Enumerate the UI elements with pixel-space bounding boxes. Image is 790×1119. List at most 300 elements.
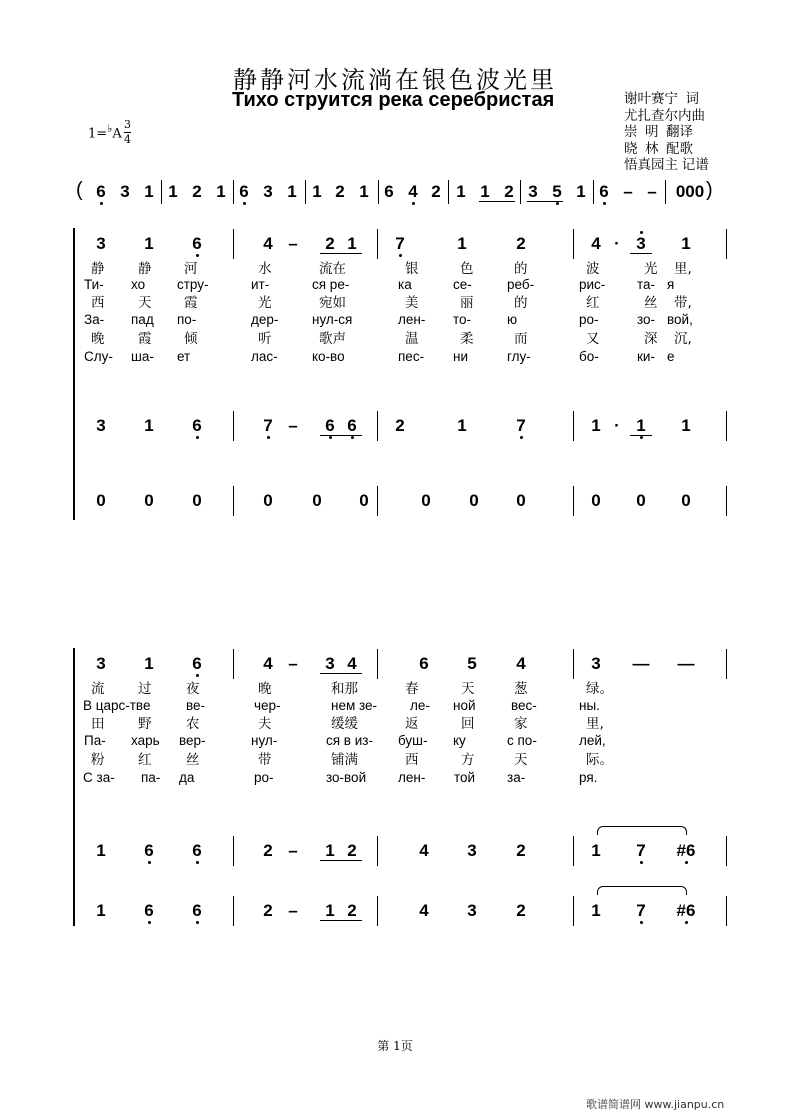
system-bracket xyxy=(73,648,75,926)
octave-dot-below xyxy=(685,861,688,864)
note: 0 xyxy=(144,491,154,510)
lyric-word: ро- xyxy=(254,770,274,785)
lyric-word: вер- xyxy=(179,733,206,748)
barline xyxy=(233,896,234,926)
lyric-word: 农 xyxy=(186,716,200,732)
credit-lyricist: 谢叶赛宁 词 xyxy=(624,91,700,106)
barline xyxy=(377,411,378,441)
barline xyxy=(161,180,162,204)
note: 1 xyxy=(681,416,691,435)
note: · xyxy=(614,234,620,253)
note: 1 xyxy=(359,182,369,201)
lyric-word: 过 xyxy=(138,681,152,697)
barline xyxy=(378,180,379,204)
note: 0 xyxy=(469,491,479,510)
lyric-word: 葱 xyxy=(514,681,528,697)
octave-dot-below xyxy=(685,921,688,924)
lyric-word: 和那 xyxy=(331,681,358,697)
tie xyxy=(597,886,687,895)
octave-dot-below xyxy=(640,861,643,864)
lyric-word: хо xyxy=(131,277,146,292)
lyric-word: той xyxy=(454,770,476,785)
lyric-word: 的 xyxy=(514,295,528,311)
octave-dot-below xyxy=(196,436,199,439)
barline xyxy=(573,486,574,516)
note: 2 xyxy=(192,182,202,201)
note: 0 xyxy=(96,491,106,510)
lyric-word: то- xyxy=(453,312,472,327)
lyric-word: 光 xyxy=(644,261,658,277)
lyric-word: С за- xyxy=(83,770,115,785)
octave-dot-below xyxy=(640,436,643,439)
note: 6 xyxy=(192,416,202,435)
lyric-word: пад xyxy=(131,312,154,327)
octave-dot-below xyxy=(243,202,246,205)
note: 2 xyxy=(263,901,273,920)
note: 1 xyxy=(144,654,154,673)
lyric-word: ся ре- xyxy=(312,277,350,292)
note: – xyxy=(288,841,298,860)
lyric-word: я xyxy=(667,277,675,292)
barline xyxy=(726,836,727,866)
lyric-word: Ти- xyxy=(84,277,104,292)
octave-dot-below xyxy=(640,921,643,924)
lyric-word: 缓缓 xyxy=(331,716,358,732)
lyric-word: 歌声 xyxy=(319,331,346,347)
note: 4 xyxy=(408,182,418,201)
note: 4 xyxy=(516,654,526,673)
barline xyxy=(520,180,521,204)
lyric-word: 的 xyxy=(514,261,528,277)
lyric-word: 春 xyxy=(405,681,419,697)
lyric-word: 天 xyxy=(461,681,475,697)
octave-dot-below xyxy=(412,202,415,205)
lyric-word: 静 xyxy=(91,261,105,277)
title-chinese: 静静河水流淌在银色波光里 xyxy=(233,66,557,94)
lyric-word: 回 xyxy=(461,716,475,732)
note: 1 xyxy=(325,841,335,860)
lyric-word: 丝 xyxy=(644,295,658,311)
underline-beam xyxy=(320,435,362,436)
lyric-word: 色 xyxy=(460,261,474,277)
lyric-word: лей, xyxy=(579,733,606,748)
note: 2 xyxy=(516,234,526,253)
note: 2 xyxy=(395,416,405,435)
lyric-word: 深 xyxy=(644,331,658,347)
barline xyxy=(377,486,378,516)
note: 2 xyxy=(325,234,335,253)
note: 6 xyxy=(384,182,394,201)
note: 0 xyxy=(192,491,202,510)
barline xyxy=(573,649,574,679)
lyric-word: 里, xyxy=(586,716,604,732)
lyric-word: 夫 xyxy=(258,716,272,732)
note: 3 xyxy=(96,234,106,253)
octave-dot-below xyxy=(351,436,354,439)
lyric-word: да xyxy=(179,770,195,785)
note: 2 xyxy=(431,182,441,201)
underline-beam xyxy=(320,673,362,674)
lyric-word: ка xyxy=(398,277,412,292)
note: 1 xyxy=(312,182,322,201)
barline xyxy=(593,180,594,204)
lyric-word: 丝 xyxy=(186,752,200,768)
note: 0 xyxy=(681,491,691,510)
note: 1 xyxy=(347,234,357,253)
note: 7 xyxy=(395,234,405,253)
note: – xyxy=(288,234,298,253)
lyric-word: лас- xyxy=(251,349,278,364)
note: 3 xyxy=(120,182,130,201)
close-paren: ) xyxy=(706,179,713,201)
lyric-word: реб- xyxy=(507,277,535,292)
note: · xyxy=(614,416,620,435)
note: — xyxy=(632,654,650,673)
lyric-word: 家 xyxy=(514,716,528,732)
note: 2 xyxy=(516,901,526,920)
lyric-word: па- xyxy=(141,770,161,785)
note: 7 xyxy=(263,416,273,435)
lyric-word: вес- xyxy=(511,698,537,713)
lyric-word: 野 xyxy=(138,716,152,732)
lyric-word: 光 xyxy=(258,295,272,311)
lyric-word: 红 xyxy=(586,295,600,311)
note: #6 xyxy=(676,901,696,920)
note: 3 xyxy=(636,234,646,253)
note: 4 xyxy=(591,234,601,253)
note: – xyxy=(288,654,298,673)
lyric-word: ной xyxy=(453,698,476,713)
lyric-word: нул-ся xyxy=(312,312,353,327)
barline xyxy=(726,229,727,259)
credits xyxy=(624,91,709,174)
note: 5 xyxy=(552,182,562,201)
note: 4 xyxy=(419,901,429,920)
lyric-word: с по- xyxy=(507,733,537,748)
octave-dot-below xyxy=(520,436,523,439)
lyric-word: 霞 xyxy=(184,295,198,311)
barline xyxy=(726,896,727,926)
lyric-word: 流在 xyxy=(319,261,346,277)
barline xyxy=(233,229,234,259)
note: #6 xyxy=(676,841,696,860)
lyric-word: 流 xyxy=(91,681,105,697)
barline xyxy=(377,896,378,926)
note: 2 xyxy=(347,841,357,860)
lyric-word: Слу- xyxy=(84,349,113,364)
lyric-word: ко-во xyxy=(312,349,345,364)
lyric-word: 绿。 xyxy=(586,681,613,697)
barline xyxy=(726,486,727,516)
lyric-word: 夜 xyxy=(186,681,200,697)
lyric-word: 霞 xyxy=(138,331,152,347)
lyric-word: 水 xyxy=(258,261,272,277)
open-paren: ( xyxy=(76,179,83,201)
underline-beam xyxy=(320,920,362,921)
note: 6 xyxy=(347,416,357,435)
note: 1 xyxy=(480,182,490,201)
note: 0 xyxy=(516,491,526,510)
lyric-word: ет xyxy=(177,349,191,364)
octave-dot-below xyxy=(267,436,270,439)
lyric-word: се- xyxy=(453,277,472,292)
note: 6 xyxy=(192,841,202,860)
note: 3 xyxy=(467,901,477,920)
lyric-word: за- xyxy=(507,770,526,785)
lyric-word: 晚 xyxy=(258,681,272,697)
lyric-word: 返 xyxy=(405,716,419,732)
lyric-word: ша- xyxy=(131,349,154,364)
note: 1 xyxy=(457,234,467,253)
note: 1 xyxy=(216,182,226,201)
lyric-word: глу- xyxy=(507,349,531,364)
note: 1 xyxy=(591,841,601,860)
lyric-word: 带, xyxy=(674,295,692,311)
lyric-word: 柔 xyxy=(460,331,474,347)
key-signature: 1=♭A $\frac{3}{4}$ xyxy=(88,118,131,146)
lyric-word: ве- xyxy=(186,698,206,713)
lyric-word: 温 xyxy=(405,331,419,347)
lyric-word: В царс-тве xyxy=(83,698,151,713)
octave-dot-below xyxy=(148,921,151,924)
note: 1 xyxy=(96,901,106,920)
barline xyxy=(573,896,574,926)
lyric-word: 波 xyxy=(586,261,600,277)
barline xyxy=(726,649,727,679)
barline xyxy=(573,836,574,866)
lyric-word: ю xyxy=(507,312,518,327)
credit-transcriber: 悟真园主 记谱 xyxy=(624,157,709,172)
lyric-word: 红 xyxy=(138,752,152,768)
note: 0 xyxy=(312,491,322,510)
underline-beam xyxy=(527,201,563,202)
octave-dot-below xyxy=(100,202,103,205)
lyric-word: чер- xyxy=(254,698,281,713)
note: 7 xyxy=(636,901,646,920)
note: 4 xyxy=(347,654,357,673)
tie xyxy=(597,826,687,835)
lyric-word: 天 xyxy=(138,295,152,311)
barline xyxy=(573,229,574,259)
lyric-word: лен- xyxy=(398,312,426,327)
octave-dot-below xyxy=(196,254,199,257)
octave-dot-above xyxy=(640,231,643,234)
barline xyxy=(233,836,234,866)
barline xyxy=(573,411,574,441)
barline xyxy=(726,411,727,441)
note: – xyxy=(647,182,657,201)
note: 1 xyxy=(168,182,178,201)
note: 2 xyxy=(335,182,345,201)
title-russian: Тихо струится река серебристая xyxy=(232,89,555,111)
note: 1 xyxy=(591,901,601,920)
barline xyxy=(377,836,378,866)
note: 4 xyxy=(263,234,273,253)
lyric-word: 西 xyxy=(91,295,105,311)
barline xyxy=(665,180,666,204)
lyric-word: ны. xyxy=(579,698,600,713)
note: – xyxy=(288,901,298,920)
lyric-word: нем зе- xyxy=(331,698,378,713)
lyric-word: 晚 xyxy=(91,331,105,347)
note: 1 xyxy=(96,841,106,860)
note: 4 xyxy=(419,841,429,860)
barline xyxy=(233,411,234,441)
lyric-word: 银 xyxy=(405,261,419,277)
barline xyxy=(448,180,449,204)
lyric-word: 而 xyxy=(514,331,528,347)
octave-dot-below xyxy=(148,861,151,864)
note: 0 xyxy=(421,491,431,510)
underline-beam xyxy=(630,253,652,254)
lyric-word: харь xyxy=(131,733,160,748)
note: 0 xyxy=(263,491,273,510)
note: 6 xyxy=(192,654,202,673)
octave-dot-below xyxy=(329,436,332,439)
note: 3 xyxy=(467,841,477,860)
lyric-word: ни xyxy=(453,349,468,364)
lyric-word: нул- xyxy=(251,733,278,748)
lyric-word: 倾 xyxy=(184,331,198,347)
note: 6 xyxy=(239,182,249,201)
underline-beam xyxy=(479,201,515,202)
octave-dot-below xyxy=(196,674,199,677)
lyric-word: вой, xyxy=(667,312,693,327)
note: 7 xyxy=(636,841,646,860)
lyric-word: ки- xyxy=(637,349,655,364)
barline xyxy=(305,180,306,204)
lyric-word: 方 xyxy=(461,752,475,768)
note: 1 xyxy=(456,182,466,201)
barline xyxy=(377,229,378,259)
lyric-word: дер- xyxy=(251,312,279,327)
octave-dot-below xyxy=(556,202,559,205)
lyric-word: по- xyxy=(177,312,197,327)
lyric-word: 河 xyxy=(184,261,198,277)
note: 4 xyxy=(263,654,273,673)
lyric-word: зо- xyxy=(637,312,656,327)
octave-dot-below xyxy=(399,254,402,257)
note: 2 xyxy=(347,901,357,920)
note: 3 xyxy=(96,654,106,673)
page-number: 第 1页 xyxy=(377,1039,413,1053)
note: 1 xyxy=(457,416,467,435)
note: 000 xyxy=(675,182,705,201)
lyric-word: 带 xyxy=(258,752,272,768)
note: 1 xyxy=(325,901,335,920)
lyric-word: 际。 xyxy=(586,752,613,768)
lyric-word: зо-вой xyxy=(326,770,367,785)
lyric-word: 听 xyxy=(258,331,272,347)
octave-dot-below xyxy=(196,921,199,924)
barline xyxy=(233,180,234,204)
lyric-word: ся в из- xyxy=(326,733,373,748)
lyric-word: За- xyxy=(84,312,105,327)
note: 6 xyxy=(419,654,429,673)
note: 1 xyxy=(681,234,691,253)
note: 3 xyxy=(96,416,106,435)
note: 0 xyxy=(591,491,601,510)
note: 6 xyxy=(192,234,202,253)
credit-arranger: 晓 林 配歌 xyxy=(624,140,694,156)
note: 6 xyxy=(192,901,202,920)
lyric-word: ря. xyxy=(579,770,598,785)
lyric-word: та- xyxy=(637,277,656,292)
note: 5 xyxy=(467,654,477,673)
note: 3 xyxy=(325,654,335,673)
note: — xyxy=(677,654,695,673)
underline-beam xyxy=(320,860,362,861)
note: 2 xyxy=(263,841,273,860)
lyric-word: 美 xyxy=(405,295,419,311)
note: 7 xyxy=(516,416,526,435)
lyric-word: ро- xyxy=(579,312,599,327)
lyric-word: 铺满 xyxy=(331,752,358,768)
note: 1 xyxy=(591,416,601,435)
lyric-word: ит- xyxy=(251,277,270,292)
note: 6 xyxy=(599,182,609,201)
note: 1 xyxy=(144,234,154,253)
lyric-word: 又 xyxy=(586,331,600,347)
lyric-word: 静 xyxy=(138,261,152,277)
note: 6 xyxy=(144,841,154,860)
note: 2 xyxy=(504,182,514,201)
lyric-word: буш- xyxy=(398,733,428,748)
lyric-word: 里, xyxy=(674,261,692,277)
time-signature: $\frac{3}{4}$ xyxy=(124,118,131,146)
lyric-word: 田 xyxy=(91,716,105,732)
lyric-word: рис- xyxy=(579,277,606,292)
lyric-word: ку xyxy=(453,733,466,748)
watermark: 歌谱简谱网 www.jianpu.cn xyxy=(586,1098,725,1111)
barline xyxy=(233,649,234,679)
lyric-word: бо- xyxy=(579,349,599,364)
note: 0 xyxy=(636,491,646,510)
lyric-word: 丽 xyxy=(460,295,474,311)
lyric-word: 天 xyxy=(514,752,528,768)
octave-dot-below xyxy=(603,202,606,205)
lyric-word: 西 xyxy=(405,752,419,768)
lyric-word: 粉 xyxy=(91,752,105,768)
lyric-word: 沉, xyxy=(674,331,692,347)
lyric-word: 宛如 xyxy=(319,295,346,311)
lyric-word: Па- xyxy=(84,733,106,748)
note: 6 xyxy=(144,901,154,920)
lyric-word: ле- xyxy=(410,698,430,713)
note: 0 xyxy=(359,491,369,510)
note: 6 xyxy=(325,416,335,435)
note: – xyxy=(288,416,298,435)
lyric-word: пес- xyxy=(398,349,425,364)
note: 1 xyxy=(144,416,154,435)
underline-beam xyxy=(320,253,362,254)
credit-composer: 尤扎查尔内曲 xyxy=(624,107,705,123)
system-bracket xyxy=(73,228,75,520)
lyric-word: е xyxy=(667,349,675,364)
octave-dot-below xyxy=(196,861,199,864)
barline xyxy=(233,486,234,516)
note: 6 xyxy=(96,182,106,201)
note: 1 xyxy=(636,416,646,435)
note: 3 xyxy=(528,182,538,201)
credit-translator: 崇 明 翻译 xyxy=(624,124,694,139)
note: 1 xyxy=(576,182,586,201)
note: 3 xyxy=(263,182,273,201)
note: 2 xyxy=(516,841,526,860)
lyric-word: лен- xyxy=(398,770,426,785)
note: 1 xyxy=(287,182,297,201)
barline xyxy=(377,649,378,679)
